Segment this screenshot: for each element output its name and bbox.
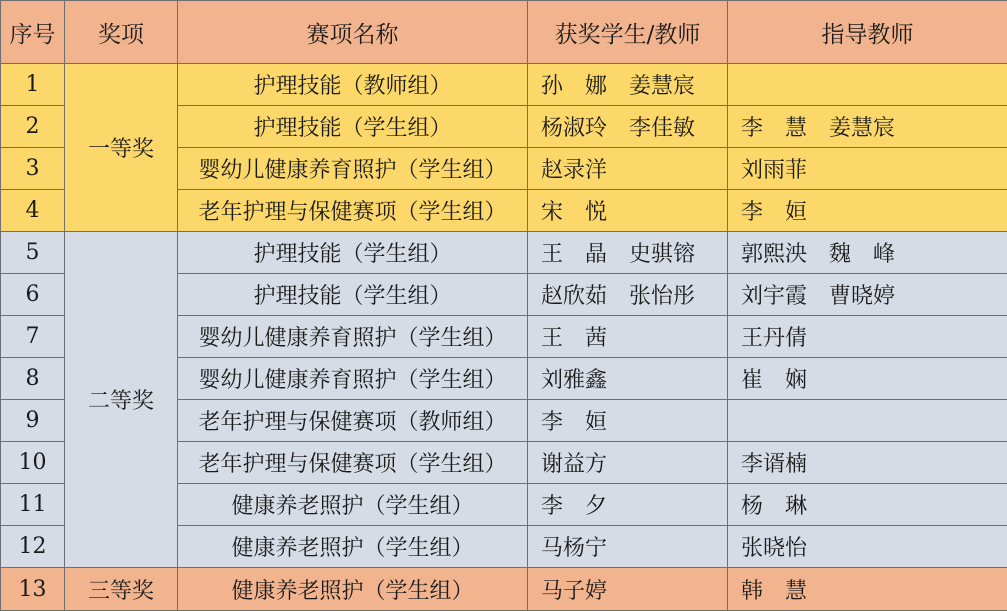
header-award: 奖项 xyxy=(65,1,178,64)
row-number: 1 xyxy=(1,64,65,106)
winner-names: 刘雅鑫 xyxy=(528,358,728,400)
advisor-names: 杨 琳 xyxy=(728,484,1007,526)
advisor-names: 李 慧 姜慧宸 xyxy=(728,106,1007,148)
winner-names: 宋 悦 xyxy=(528,190,728,232)
advisor-names xyxy=(728,400,1007,442)
advisor-names: 韩 慧 xyxy=(728,568,1007,611)
event-name: 老年护理与保健赛项（学生组） xyxy=(178,442,528,484)
header-winner: 获奖学生/教师 xyxy=(528,1,728,64)
row-number: 10 xyxy=(1,442,65,484)
winner-names: 王 晶 史骐镕 xyxy=(528,232,728,274)
winner-names: 杨淑玲 李佳敏 xyxy=(528,106,728,148)
advisor-names: 张晓怡 xyxy=(728,526,1007,568)
header-event: 赛项名称 xyxy=(178,1,528,64)
winner-names: 王 茜 xyxy=(528,316,728,358)
winner-names: 李 姮 xyxy=(528,400,728,442)
winner-names: 赵欣茹 张怡彤 xyxy=(528,274,728,316)
advisor-names: 李谞楠 xyxy=(728,442,1007,484)
event-name: 老年护理与保健赛项（学生组） xyxy=(178,190,528,232)
row-number: 3 xyxy=(1,148,65,190)
winner-names: 李 夕 xyxy=(528,484,728,526)
advisor-names: 刘雨菲 xyxy=(728,148,1007,190)
advisor-names xyxy=(728,64,1007,106)
winner-names: 马子婷 xyxy=(528,568,728,611)
row-number: 8 xyxy=(1,358,65,400)
award-second-prize: 二等奖 xyxy=(65,232,178,568)
event-name: 健康养老照护（学生组） xyxy=(178,484,528,526)
header-advisor: 指导教师 xyxy=(728,1,1007,64)
table-row xyxy=(1,64,1007,106)
header-no: 序号 xyxy=(1,1,65,64)
winner-names: 赵录洋 xyxy=(528,148,728,190)
row-number: 5 xyxy=(1,232,65,274)
winner-names: 马杨宁 xyxy=(528,526,728,568)
event-name: 护理技能（学生组） xyxy=(178,232,528,274)
row-number: 12 xyxy=(1,526,65,568)
advisor-names: 刘宇霞 曹晓婷 xyxy=(728,274,1007,316)
row-number: 9 xyxy=(1,400,65,442)
row-number: 4 xyxy=(1,190,65,232)
event-name: 老年护理与保健赛项（教师组） xyxy=(178,400,528,442)
header-row xyxy=(1,1,1007,64)
event-name: 护理技能（学生组） xyxy=(178,106,528,148)
event-name: 护理技能（学生组） xyxy=(178,274,528,316)
event-name: 健康养老照护（学生组） xyxy=(178,568,528,611)
winner-names: 孙 娜 姜慧宸 xyxy=(528,64,728,106)
event-name: 婴幼儿健康养育照护（学生组） xyxy=(178,316,528,358)
event-name: 护理技能（教师组） xyxy=(178,64,528,106)
advisor-names: 王丹倩 xyxy=(728,316,1007,358)
advisor-names: 崔 娴 xyxy=(728,358,1007,400)
table-row xyxy=(1,568,1007,611)
table-row xyxy=(1,232,1007,274)
event-name: 健康养老照护（学生组） xyxy=(178,526,528,568)
advisor-names: 李 姮 xyxy=(728,190,1007,232)
winner-names: 谢益方 xyxy=(528,442,728,484)
row-number: 11 xyxy=(1,484,65,526)
event-name: 婴幼儿健康养育照护（学生组） xyxy=(178,148,528,190)
event-name: 婴幼儿健康养育照护（学生组） xyxy=(178,358,528,400)
row-number: 6 xyxy=(1,274,65,316)
row-number: 2 xyxy=(1,106,65,148)
row-number: 13 xyxy=(1,568,65,611)
row-number: 7 xyxy=(1,316,65,358)
advisor-names: 郭熙泱 魏 峰 xyxy=(728,232,1007,274)
award-first-prize: 一等奖 xyxy=(65,64,178,232)
award-third-prize: 三等奖 xyxy=(65,568,178,611)
